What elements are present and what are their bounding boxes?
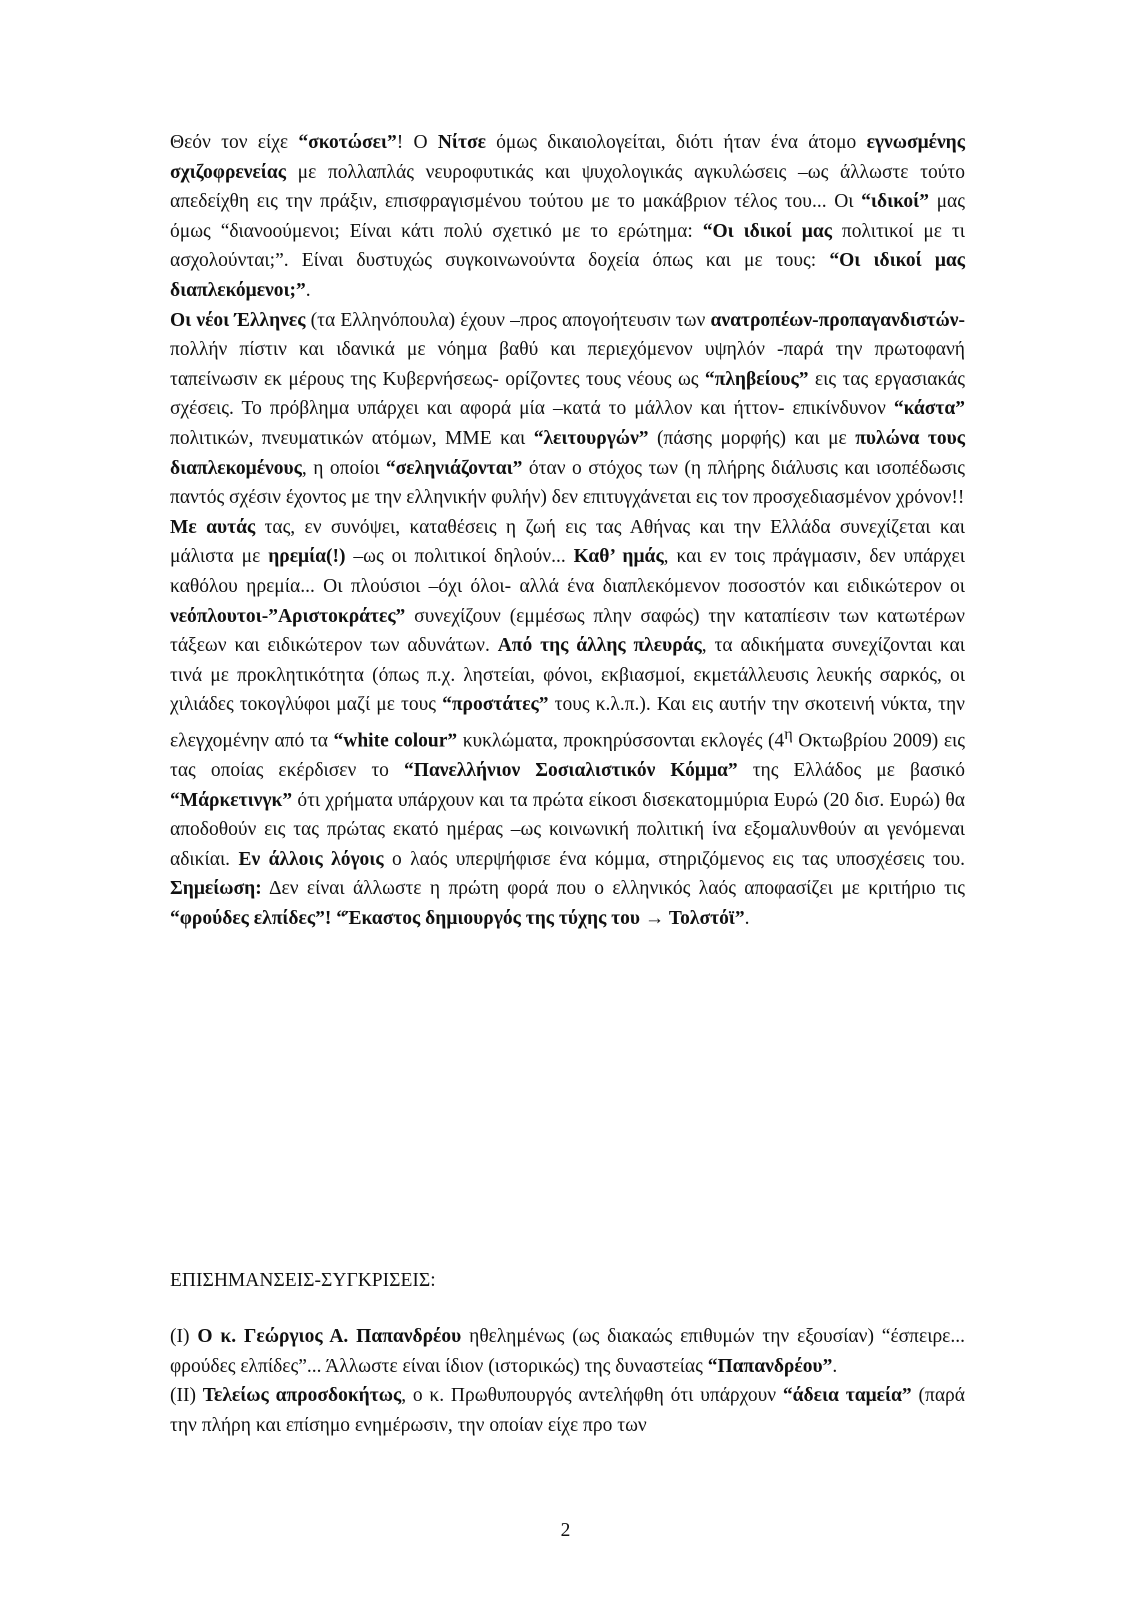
bold-text: Νίτσε [437,132,486,153]
bold-text: “Οι ιδικοί μας [702,220,832,242]
bold-text: “Πανελλήνιον Σοσιαλιστικόν Κόμμα” [403,759,738,781]
bold-text: “άδεια ταμεία” [782,1385,912,1407]
bold-text: “σεληνιάζονται” [385,457,523,479]
bold-text: Καθ’ ημάς [573,546,664,568]
page-number: 2 [560,1520,571,1541]
paragraph: Θεόν τον είχε “σκοτώσει”! Ο Νίτσε όμως δικαιολογείται, διότι ήταν ένα άτομο εγνωσμένης σχιζοφρενείας με πολλαπλάς νευροφυτικάς και ψυχολογικάς αγκυλώσεις –ως άλλωστε τούτο απεδείχθη εις την πράξιν, επισφραγισμένου τούτου με το μακάβριον τέλος του... Οι “ιδικοί” μας όμως “διανοούμενοι; Είναι κάτι πολύ σχετικό με το ερώτημα: “Οι ιδικοί μας πολιτικοί με τι ασχολούνται;”. Είναι δυστυχώς συγκοινωνούντα δοχεία όπως και με τους: “Οι ιδικοί μας διαπλεκόμενοι;”. [170,132,966,301]
bold-text: “προστάτες” [442,694,549,716]
bold-text: “Μάρκετινγκ” [170,789,293,811]
bold-text: Από της άλλης πλευράς [497,635,702,657]
bold-text: εγνωσμένης σχιζοφρενείας [170,132,965,183]
bold-text: Οι νέοι Έλληνες [170,309,306,331]
bold-text: ηρεμία(!) [268,546,346,568]
superscript: η [784,724,793,743]
paragraph: Οι νέοι Έλληνες (τα Ελληνόπουλα) έχουν –προς απογοήτευσιν των ανατροπέων-προπαγανδιστών- πολλήν πίστιν και ιδανικά με νόημα βαθύ και περιεχόμενον υψηλόν -παρά την πρωτοφανή ταπείνωσιν εκ μέρους της Κυβερνήσεως- ορίζοντες τους νέους ως “πληβείους” εις τας εργασιακάς σχέσεις. Το πρόβλημα υπάρχει και αφορά μία –κατά το μάλλον και ήττον- επικίνδυνον “κάστα” πολιτικών, πνευματικών ατόμων, ΜΜΕ και “λειτουργών” (πάσης μορφής) και με πυλώνα τους διαπλεκομένους, η οποίοι “σεληνιάζονται” όταν ο στόχος των (η πλήρης διάλυσις και ισοπέδωσις παντός σχέσιν έχοντος με την ελληνικήν φυλήν) δεν επιτυγχάνεται εις τον προσχεδιασμένον χρόνον!! [170,309,965,509]
bold-text: “σκοτώσει” [298,132,397,153]
bold-text: “κάστα” [893,398,965,420]
bold-text: νεόπλουτοι-”Αριστοκράτες” [170,605,406,627]
bold-text: “white colour” [333,730,458,752]
bold-text: “λειτουργών” [533,427,649,449]
bold-text: Εν άλλοις λόγοις [238,848,384,870]
bold-text: Σημείωση: [170,878,262,900]
bold-text: “Παπανδρέου” [707,1355,833,1377]
paragraph: (ΙΙ) Τελείως απροσδοκήτως, ο κ. Πρωθυπουργός αντελήφθη ότι υπάρχουν “άδεια ταμεία” (παρά την πλήρη και επίσημο ενημέρωσιν, την οποίαν είχε προ των [170,1385,965,1436]
section-heading: ΕΠΙΣΗΜΑΝΣΕΙΣ-ΣΥΓΚΡΙΣΕΙΣ: [170,1270,436,1291]
bold-text: “πληβείους” [704,368,809,390]
bold-text: “φρούδες ελπίδες”! “Έκαστος δημιουργός της τύχης του → Τολστόϊ” [170,907,745,929]
paragraph: (Ι) Ο κ. Γεώργιος Α. Παπανδρέου ηθελημένως (ως διακαώς επιθυμών την εξουσίαν) “έσπειρε... φρούδες ελπίδες”... Άλλωστε είναι ίδιον (ιστορικώς) της δυναστείας “Παπανδρέου”. [170,1326,965,1377]
bold-text: Τελείως απροσδοκήτως [202,1385,402,1407]
bold-text: “ιδικοί” [861,191,929,213]
section-body [170,1322,965,1440]
bold-text: Ο κ. Γεώργιος Α. Παπανδρέου [197,1326,462,1347]
bold-text: Με αυτάς [170,516,256,538]
bold-text: ανατροπέων-προπαγανδιστών- [710,309,965,331]
paragraph: Με αυτάς τας, εν συνόψει, καταθέσεις η ζωή εις τας Αθήνας και την Ελλάδα συνεχίζεται και μάλιστα με ηρεμία(!) –ως οι πολιτικοί δηλούν... Καθ’ ημάς, και εν τοις πράγμασιν, δεν υπάρχει καθόλου ηρεμία... Οι πλούσιοι –όχι όλοι- αλλά ένα διαπλεκόμενον ποσοστόν και ειδικώτερον οι νεόπλουτοι-”Αριστοκράτες” συνεχίζουν (εμμέσως πλην σαφώς) την καταπίεσιν των κατωτέρων τάξεων και ειδικώτερον των αδυνάτων. Από της άλλης πλευράς, τα αδικήματα συνεχίζονται και τινά με προκλητικότητα (όπως π.χ. ληστείαι, φόνοι, εκβιασμοί, εκμετάλλευσις λευκής σαρκός, οι χιλιάδες τοκογλύφοι μαζί με τους “προστάτες” τους κ.λ.π.). Και εις αυτήν την σκοτεινή νύκτα, την ελεγχομένην από τα “white colour” κυκλώματα, προκηρύσσονται εκλογές ($4^\eta$ Οκτωβρίου 2009) εις τας οποίας εκέρδισεν το “Πανελλήνιον Σοσιαλιστικόν Κόμμα” της Ελλάδος με βασικό “Μάρκετινγκ” ότι χρήματα υπάρχουν και τα πρώτα είκοσι δισεκατομμύρια Ευρώ (20 δισ. Ευρώ) θα αποδοθούν εις τας πρώτας εκατό ημέρας –ως κοινωνική πολιτική ίνα εξομαλυνθούν αι γενόμεναι αδικίαι. Εν άλλοις λόγοις ο λαός υπερψήφισε ένα κόμμα, στηριζόμενος εις τας υποσχέσεις του. Σημείωση: Δεν είναι άλλωστε η πρώτη φορά που ο ελληνικός λαός αποφασίζει με κριτήριο τις “φρούδες ελπίδες”! “Έκαστος δημιουργός της τύχης του → Τολστόϊ”. [170,516,966,929]
bold-text: πυλώνα τους διαπλεκομένους [170,427,965,479]
bold-text: “Οι ιδικοί μας διαπλεκόμενοι;” [170,250,966,301]
document-body [170,128,965,934]
